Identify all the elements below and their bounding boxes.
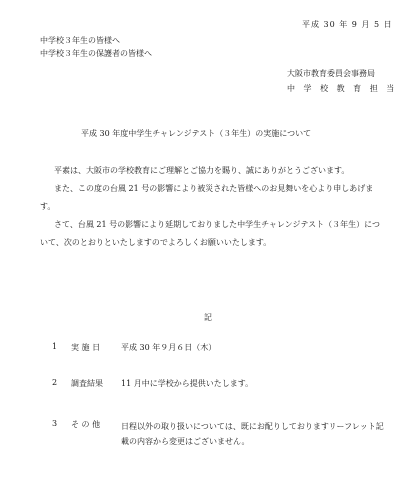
- item-number: 2: [52, 378, 58, 387]
- item-label: 実 施 日: [71, 343, 101, 352]
- item-number: 1: [52, 342, 58, 351]
- document-title: 平成 30 年度中学生チャレンジテスト（３年生）の実施について: [81, 129, 312, 138]
- sender-department: 中 学 校 教 育 担 当: [287, 84, 398, 93]
- item-label: 調査結果: [71, 379, 103, 388]
- item-label: そ の 他: [71, 420, 101, 429]
- body-paragraph-sympathy: また、この度の台風 21 号の影響により被災された皆様へのお見舞いを心より申しあげます。: [40, 184, 374, 211]
- body-paragraph-greeting: 平素は、大阪市の学校教育にご理解とご協力を賜り、誠にありがとうございます。: [54, 166, 350, 175]
- item-value: 日程以外の取り扱いについては、既にお配りしておりますリーフレット記載の内容から変更はございません。: [121, 422, 384, 446]
- body-paragraph-announcement: さて、台風 21 号の影響により延期しておりました中学生チャレンジテスト（３年生）について、次のとおりといたしますのでよろしくお願いいたします。: [40, 220, 380, 247]
- ki-heading: 記: [204, 313, 212, 322]
- document-date: 平成 30 年 9 月 5 日: [302, 20, 393, 29]
- item-number: 3: [52, 419, 58, 428]
- recipient-students: 中学校３年生の皆様へ: [40, 36, 120, 45]
- sender-organization: 大阪市教育委員会事務局: [287, 69, 375, 78]
- item-value: 11 月中に学校から提供いたします。: [121, 379, 254, 388]
- recipient-guardians: 中学校３年生の保護者の皆様へ: [40, 49, 152, 58]
- item-value: 平成 30 年９月６日（木）: [121, 343, 217, 352]
